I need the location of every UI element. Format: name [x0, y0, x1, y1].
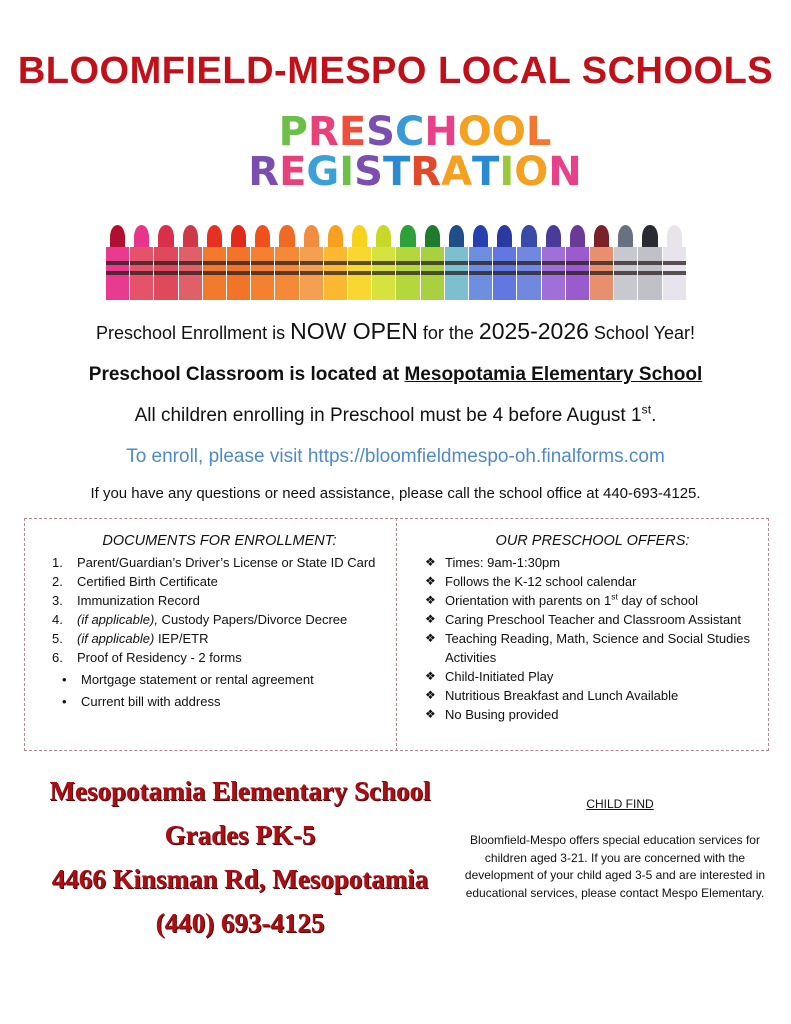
crayon [469, 225, 492, 300]
offer-text: No Busing provided [445, 707, 559, 722]
item-text: Certified Birth Certificate [77, 574, 218, 589]
bullet-icon: • [62, 672, 67, 687]
offer-item [425, 572, 760, 591]
diamond-bullet-icon: ❖ [425, 612, 436, 626]
offer-text: Teaching Reading, Math, Science and Social Studies Activities [445, 631, 750, 665]
item-number: 4. [52, 612, 63, 627]
crayon [396, 225, 419, 300]
questions-text: If you have any questions or need assistance, please call the school office at 440-693-4125. [90, 485, 701, 502]
logo-line-2 [195, 149, 635, 195]
offer-text: Caring Preschool Teacher and Classroom Assistant [445, 612, 742, 627]
offers-column [425, 532, 760, 724]
crayon [421, 225, 444, 300]
offer-item [425, 610, 760, 629]
crayon [324, 225, 347, 300]
logo-letter: R [308, 109, 339, 155]
documents-heading: DOCUMENTS FOR ENROLLMENT: [102, 533, 337, 549]
offer-text: Follows the K-12 school calendar [445, 574, 637, 589]
crayon [179, 225, 202, 300]
crayon [106, 225, 129, 300]
logo-letter: O [457, 109, 492, 155]
document-sub-item [62, 670, 387, 689]
logo-letter: O [514, 149, 549, 195]
logo-letter: T [472, 149, 500, 195]
diamond-bullet-icon: ❖ [425, 707, 436, 721]
logo-letter: S [354, 149, 383, 195]
crayon [493, 225, 516, 300]
item-note: (if applicable) [77, 631, 155, 646]
crayon [542, 225, 565, 300]
preschool-registration-logo [195, 109, 635, 202]
logo-letter: R [248, 149, 280, 195]
diamond-bullet-icon: ❖ [425, 669, 436, 683]
item-text: Immunization Record [77, 593, 200, 608]
logo-letter: N [548, 149, 582, 195]
sub-item-text: Current bill with address [81, 694, 221, 709]
sub-item-text: Mortgage statement or rental agreement [81, 672, 314, 687]
logo-letter: C [394, 109, 425, 155]
document-item [52, 629, 387, 648]
item-text: Parent/Guardian’s Driver’s License or State ID Card [77, 555, 376, 570]
document-item [52, 572, 387, 591]
crayon [300, 225, 323, 300]
crayon [203, 225, 226, 300]
school-name: Mesopotamia Elementary School [49, 776, 431, 806]
logo-letter: I [339, 149, 355, 195]
document-item [52, 591, 387, 610]
logo-letter: T [382, 149, 411, 195]
child-find-heading: CHILD FIND [586, 797, 654, 811]
diamond-bullet-icon: ❖ [425, 631, 436, 645]
offer-text-end: day of school [617, 593, 699, 608]
bullet-icon: • [62, 694, 67, 709]
crayon [154, 225, 177, 300]
ordinal-suffix: st [611, 591, 618, 602]
offer-item [425, 591, 760, 610]
offer-text: Orientation with parents on 1 [445, 593, 612, 608]
document-sub-item [62, 692, 387, 711]
crayon [348, 225, 371, 300]
diamond-bullet-icon: ❖ [425, 688, 436, 702]
crayon [227, 225, 250, 300]
logo-letter: S [366, 109, 395, 155]
item-text: Custody Papers/Divorce Decree [157, 612, 348, 627]
offer-item [425, 553, 760, 572]
offer-text: Times: 9am-1:30pm [445, 555, 561, 570]
logo-line-1 [195, 109, 635, 155]
item-number: 5. [52, 631, 63, 646]
item-note: (if applicable), [77, 612, 158, 627]
crayon [566, 225, 589, 300]
offer-item [425, 705, 760, 724]
document-item [52, 610, 387, 629]
crayons-image [106, 225, 686, 300]
diamond-bullet-icon: ❖ [425, 593, 436, 607]
crayon [251, 225, 274, 300]
item-text: IEP/ETR [154, 631, 209, 646]
logo-letter: R [410, 149, 442, 195]
logo-letter: G [306, 149, 340, 195]
logo-letter: E [279, 149, 307, 195]
logo-letter: L [525, 109, 552, 155]
logo-letter: O [491, 109, 526, 155]
classroom-location: Preschool Classroom is located at Mesopotamia Elementary School [88, 364, 703, 385]
item-number: 2. [52, 574, 63, 589]
school-phone: (440) 693-4125 [155, 908, 325, 938]
item-number: 6. [52, 650, 63, 665]
documents-column [52, 532, 387, 711]
diamond-bullet-icon: ❖ [425, 555, 436, 569]
offers-heading: OUR PRESCHOOL OFFERS: [495, 533, 690, 549]
school-address: 4466 Kinsman Rd, Mesopotamia [51, 864, 429, 894]
crayon [638, 225, 661, 300]
crayon [445, 225, 468, 300]
offer-item [425, 629, 760, 667]
document-item [52, 648, 387, 667]
offer-item [425, 667, 760, 686]
item-number: 1. [52, 555, 63, 570]
crayon [614, 225, 637, 300]
child-find-body: Bloomfield-Mespo offers special education services for children aged 3-21. If you are concerned with the development of your child aged 3-5 and are interested in educational services, please contact Mespo Elementary. [464, 833, 766, 900]
crayon [372, 225, 395, 300]
logo-letter: I [499, 149, 515, 195]
crayon [130, 225, 153, 300]
offer-item [425, 686, 760, 705]
offer-text: Child-Initiated Play [445, 669, 554, 684]
crayon [275, 225, 298, 300]
item-text: Proof of Residency - 2 forms [77, 650, 242, 665]
logo-letter: P [278, 109, 308, 155]
crayon [590, 225, 613, 300]
diamond-bullet-icon: ❖ [425, 574, 436, 588]
crayon [663, 225, 686, 300]
logo-letter: A [441, 149, 473, 195]
enroll-link[interactable]: To enroll, please visit https://bloomfieldmespo-oh.finalforms.com [126, 446, 665, 467]
page-title: BLOOMFIELD-MESPO LOCAL SCHOOLS [17, 50, 774, 92]
logo-letter: E [338, 109, 367, 155]
crayon [517, 225, 540, 300]
enrollment-open-text: Preschool Enrollment is NOW OPEN for the 2025-2026 School Year! [96, 318, 695, 344]
school-grades: Grades PK-5 [164, 820, 316, 850]
logo-letter: H [424, 109, 458, 155]
offer-text: Nutritious Breakfast and Lunch Available [445, 688, 679, 703]
document-item [52, 553, 387, 572]
table-divider [396, 518, 397, 751]
age-requirement: All children enrolling in Preschool must be 4 before August 1st. [134, 402, 657, 426]
item-number: 3. [52, 593, 63, 608]
